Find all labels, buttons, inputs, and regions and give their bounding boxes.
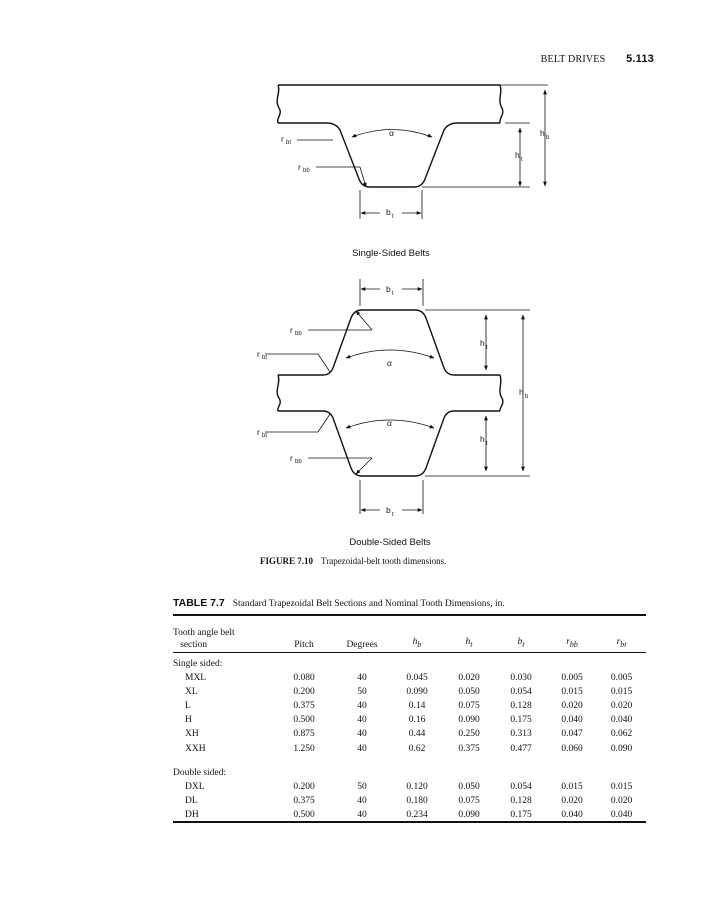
svg-text:t: t	[392, 214, 394, 220]
col-section: Tooth angle belt section	[173, 628, 235, 650]
col-hb: $h_b$	[412, 637, 422, 649]
table-row: DXL 0.200 50 0.120 0.050 0.054 0.015 0.015	[185, 781, 633, 792]
svg-text:bt: bt	[262, 433, 268, 439]
svg-text:t: t	[392, 512, 394, 518]
svg-text:t: t	[392, 291, 394, 297]
figure-caption-label: FIGURE 7.10	[260, 556, 314, 566]
single-belt-left-break	[277, 85, 280, 123]
figure-caption-text: Trapezoidal-belt tooth dimensions.	[321, 556, 447, 566]
svg-text:t: t	[521, 157, 523, 163]
svg-text:α: α	[389, 128, 394, 138]
table-row: L 0.375 40 0.14 0.075 0.128 0.020 0.020	[185, 700, 633, 711]
svg-text:h: h	[519, 387, 524, 397]
svg-text:h: h	[480, 434, 485, 444]
svg-text:h: h	[515, 150, 520, 160]
table-top-rule	[173, 614, 646, 616]
table-row: H 0.500 40 0.16 0.090 0.175 0.040 0.040	[185, 715, 633, 726]
table-row: XL 0.200 50 0.090 0.050 0.054 0.015 0.015	[185, 686, 633, 697]
svg-text:b: b	[386, 505, 391, 515]
svg-text:bt: bt	[286, 140, 292, 146]
page-number: 5.113	[626, 53, 654, 65]
double-sided-title: Double-Sided Belts	[349, 537, 431, 548]
col-degrees: Degrees	[346, 640, 378, 650]
col-bt: $b_t$	[517, 637, 525, 649]
table-row: DL 0.375 40 0.180 0.075 0.128 0.020 0.020	[185, 795, 633, 806]
svg-text:h: h	[480, 338, 485, 348]
table-caption	[173, 597, 505, 609]
col-pitch: Pitch	[294, 640, 314, 650]
svg-text:r: r	[257, 427, 260, 437]
svg-text:r: r	[290, 325, 293, 335]
svg-text:r: r	[298, 162, 301, 172]
col-rbb: $r_{bb}$	[566, 637, 578, 649]
svg-text:bb: bb	[295, 459, 302, 465]
svg-text:b: b	[386, 207, 391, 217]
figure-caption	[260, 556, 446, 566]
table-caption-label: TABLE 7.7	[173, 597, 225, 609]
svg-text:bb: bb	[303, 168, 310, 174]
svg-text:t: t	[486, 345, 488, 351]
svg-text:r: r	[257, 349, 260, 359]
table-header-row	[173, 619, 646, 651]
double-belt-right-break	[500, 375, 503, 411]
svg-text:h: h	[540, 128, 545, 138]
svg-text:r: r	[281, 134, 284, 144]
col-ht: $h_t$	[465, 637, 473, 649]
svg-text:α: α	[387, 358, 392, 368]
table-row: DH 0.500 40 0.234 0.090 0.175 0.040 0.040	[185, 810, 633, 821]
double-belt-left-break	[277, 375, 280, 411]
svg-text:α: α	[387, 418, 392, 428]
single-sided-title: Single-Sided Belts	[352, 248, 430, 259]
table-row: XH 0.875 40 0.44 0.250 0.313 0.047 0.062	[185, 729, 633, 740]
svg-text:b: b	[546, 135, 550, 141]
svg-text:bt: bt	[262, 355, 268, 361]
svg-text:t: t	[486, 441, 488, 447]
table-row: MXL 0.080 40 0.045 0.020 0.030 0.005 0.005	[185, 672, 633, 683]
svg-text:r: r	[290, 453, 293, 463]
single-belt-right-break	[500, 85, 503, 123]
belt-sections-table	[173, 619, 646, 823]
section-title: BELT DRIVES	[540, 54, 606, 65]
svg-text:bb: bb	[295, 331, 302, 337]
table-row: XXH 1.250 40 0.62 0.375 0.477 0.060 0.090	[185, 743, 633, 754]
table-caption-text: Standard Trapezoidal Belt Sections and Nominal Tooth Dimensions, in.	[232, 599, 505, 609]
svg-text:b: b	[525, 394, 529, 400]
col-rbt: $r_{bt}$	[616, 637, 627, 649]
svg-text:b: b	[386, 284, 391, 294]
group-single-sided: Single sided:	[173, 658, 223, 669]
group-double-sided: Double sided:	[173, 767, 227, 778]
